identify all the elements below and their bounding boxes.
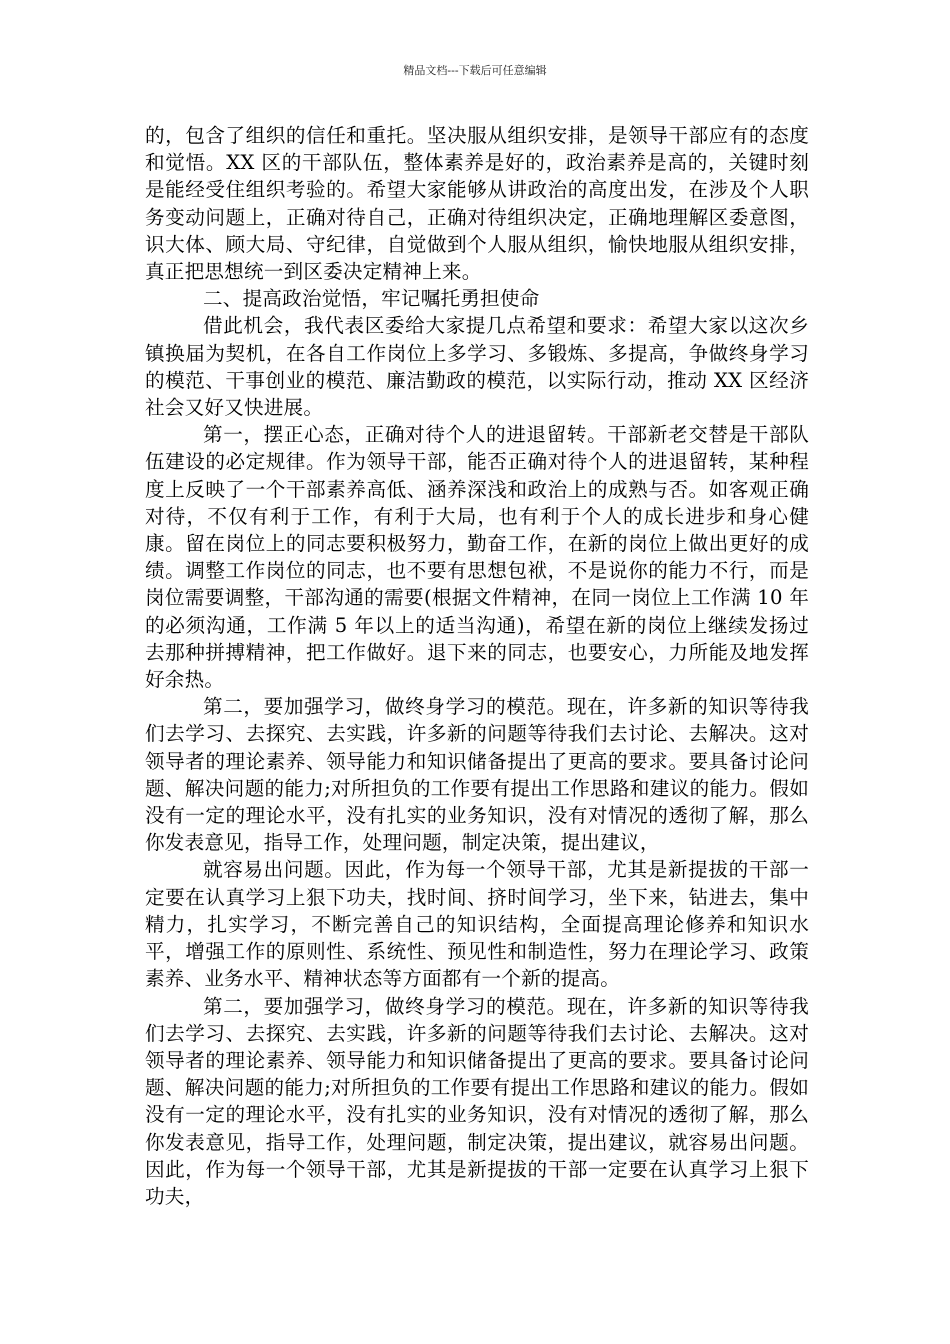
paragraph: 就容易出问题。因此，作为每一个领导干部，尤其是新提拔的干部一定要在认真学习上狠下功夫，找时间、挤时间学习，坐下来，钻进去，集中精力，扎实学习，不断完善自己的知识结构，全面提高理论修养和知识水平，增强工作的原则性、系统性、预见性和制造性，努力在理论学习、政策素养、业务水平、精神状态等方面都有一个新的提高。 (145, 858, 809, 991)
paragraph: 的，包含了组织的信任和重托。坚决服从组织安排，是领导干部应有的态度和觉悟。XX 区的干部队伍，整体素养是好的，政治素养是高的，关键时刻是能经受住组织考验的。希望大家能够从讲政治的高度出发，在涉及个人职务变动问题上，正确对待自己，正确对待组织决定，正确地理解区委意图，识大体、顾大局、守纪律，自觉做到个人服从组织，愉快地服从组织安排，真正把思想统一到区委决定精神上来。 (145, 124, 809, 284)
document-body (145, 122, 809, 1210)
section-heading: 二、提高政治觉悟，牢记嘱托勇担使命 (203, 287, 540, 311)
paragraph: 借此机会，我代表区委给大家提几点希望和要求：希望大家以这次乡镇换届为契机，在各自工作岗位上多学习、多锻炼、多提高，争做终身学习的模范、干事创业的模范、廉洁勤政的模范，以实际行动，推动 XX 区经济社会又好又快进展。 (145, 314, 809, 420)
paragraph: 第二，要加强学习，做终身学习的模范。现在，许多新的知识等待我们去学习、去探究、去实践，许多新的问题等待我们去讨论、去解决。这对领导者的理论素养、领导能力和知识储备提出了更高的要求。要具备讨论问题、解决问题的能力;对所担负的工作要有提出工作思路和建议的能力。假如没有一定的理论水平，没有扎实的业务知识，没有对情况的透彻了解，那么你发表意见，指导工作，处理问题，制定决策，提出建议，就容易出问题。因此，作为每一个领导干部，尤其是新提拔的干部一定要在认真学习上狠下功夫， (145, 994, 809, 1208)
paragraph: 第一，摆正心态，正确对待个人的进退留转。干部新老交替是干部队伍建设的必定规律。作为领导干部，能否正确对待个人的进退留转，某种程度上反映了一个干部素养高低、涵养深浅和政治上的成熟与否。如客观正确对待，不仅有利于工作，有利于大局，也有利于个人的成长进步和身心健康。留在岗位上的同志要积极努力，勤奋工作，在新的岗位上做出更好的成绩。调整工作岗位的同志，也不要有思想包袱，不是说你的能力不行，而是岗位需要调整，干部沟通的需要(根据文件精神，在同一岗位上工作满 10 年的必须沟通，工作满 5 年以上的适当沟通)，希望在新的岗位上继续发扬过去那种拼搏精神，把工作做好。退下来的同志，也要安心，力所能及地发挥好余热。 (145, 423, 809, 692)
paragraph: 第二，要加强学习，做终身学习的模范。现在，许多新的知识等待我们去学习、去探究、去实践，许多新的问题等待我们去讨论、去解决。这对领导者的理论素养、领导能力和知识储备提出了更高的要求。要具备讨论问题、解决问题的能力;对所担负的工作要有提出工作思路和建议的能力。假如没有一定的理论水平，没有扎实的业务知识，没有对情况的透彻了解，那么你发表意见，指导工作，处理问题，制定决策，提出建议， (145, 695, 809, 855)
page-header: 精品文档---下载后可任意编辑 (403, 64, 547, 77)
